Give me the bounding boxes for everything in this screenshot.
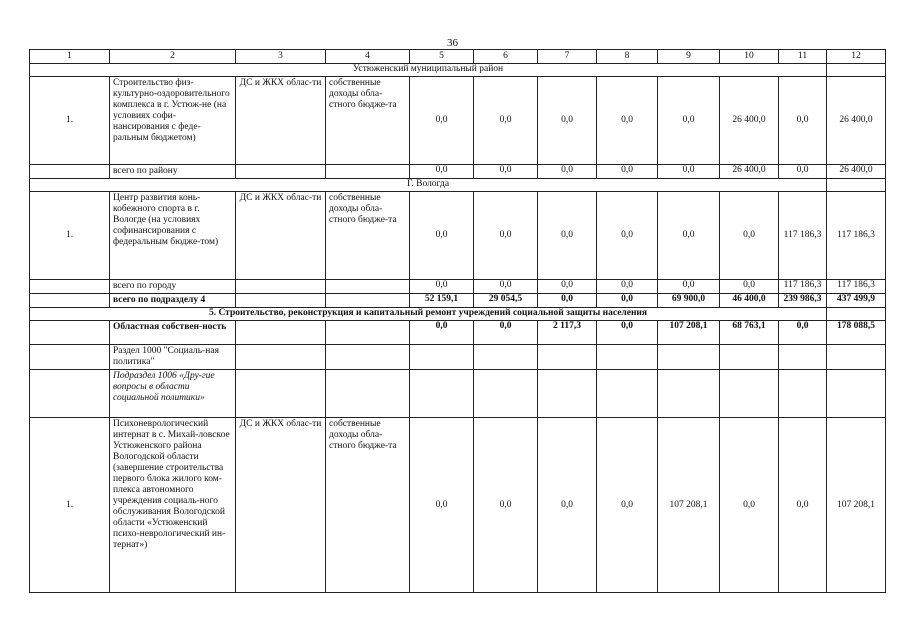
value-cell: 0,0: [538, 280, 597, 294]
value-cell: 117 186,3: [827, 192, 886, 280]
value-cell: 107 208,1: [658, 321, 720, 345]
value-cell: 0,0: [474, 165, 538, 179]
header-cell: 3: [236, 50, 326, 64]
row-number: 1.: [30, 192, 110, 280]
header-cell: 12: [827, 50, 886, 64]
value-cell: 0,0: [474, 77, 538, 165]
project-name: Центр развития конь-кобежного спорта в г. Вологде (на условиях софинансирования с федеральным бюдже-том): [110, 192, 236, 280]
value-cell: 0,0: [597, 321, 658, 345]
table-cell: [326, 345, 410, 370]
value-cell: 0,0: [538, 77, 597, 165]
table-cell: [827, 345, 886, 370]
header-cell: 10: [720, 50, 779, 64]
table-row: [30, 418, 886, 593]
value-cell: 0,0: [410, 418, 474, 593]
value-cell: 0,0: [538, 192, 597, 280]
table-cell: [827, 370, 886, 418]
value-cell: 0,0: [779, 165, 827, 179]
value-cell: 117 186,3: [827, 280, 886, 294]
table-cell: [30, 345, 110, 370]
value-cell: 117 186,3: [779, 280, 827, 294]
value-cell: 0,0: [410, 192, 474, 280]
value-cell: 107 208,1: [658, 418, 720, 593]
value-cell: 0,0: [779, 321, 827, 345]
table-cell: [30, 280, 110, 294]
value-cell: 52 159,1: [410, 294, 474, 308]
value-cell: 0,0: [410, 280, 474, 294]
total-row: [30, 280, 886, 294]
value-cell: 68 763,1: [720, 321, 779, 345]
value-cell: 0,0: [720, 280, 779, 294]
value-cell: 2 117,3: [538, 321, 597, 345]
project-name: Строительство физ-культурно-оздоровительного комплекса в г. Устюж-не (на условиях софи-нансирования с феде-ральным бюджетом): [110, 77, 236, 165]
value-cell: 107 208,1: [827, 418, 886, 593]
value-cell: 26 400,0: [827, 77, 886, 165]
value-cell: 0,0: [779, 418, 827, 593]
table-cell: [779, 370, 827, 418]
value-cell: 0,0: [597, 192, 658, 280]
value-cell: 0,0: [410, 165, 474, 179]
total-label: всего по району: [110, 165, 236, 179]
table-cell: [538, 345, 597, 370]
project-name: Психоневрологический интернат в с. Михай-ловское Устюженского района Вологодской области (завершение строительства первого блока жилого ком-плекса автономного учреждения социаль-ного обслуживания Вологодской области «Устюженский психо-неврологический ин-тернат»): [110, 418, 236, 593]
total-row: [30, 294, 886, 308]
value-cell: 0,0: [538, 294, 597, 308]
page-number: 36: [447, 37, 458, 49]
table-cell: [236, 321, 326, 345]
value-cell: 0,0: [597, 165, 658, 179]
value-cell: 0,0: [658, 77, 720, 165]
section-row: [30, 179, 886, 192]
table-cell: [720, 345, 779, 370]
table-cell: [326, 321, 410, 345]
section-title: Г. Вологда: [30, 179, 827, 192]
table-cell: [326, 165, 410, 179]
table-cell: [658, 370, 720, 418]
executor: ДС и ЖКХ облас-ти: [236, 77, 326, 165]
table-cell: [326, 294, 410, 308]
table-cell: [236, 165, 326, 179]
table-cell: [236, 345, 326, 370]
table-cell: [236, 370, 326, 418]
value-cell: 0,0: [410, 321, 474, 345]
value-cell: 0,0: [474, 192, 538, 280]
value-cell: 0,0: [597, 418, 658, 593]
section-title: 5. Строительство, реконструкция и капитальный ремонт учреждений социальной защиты населения: [30, 308, 827, 321]
table-row: [30, 192, 886, 280]
value-cell: 0,0: [474, 280, 538, 294]
table-cell: [827, 179, 886, 192]
funding-source: собственные доходы обла-стного бюдже-та: [326, 192, 410, 280]
header-cell: 4: [326, 50, 410, 64]
table-cell: [30, 294, 110, 308]
header-cell: 11: [779, 50, 827, 64]
table-cell: [827, 64, 886, 77]
value-cell: 0,0: [410, 77, 474, 165]
table-cell: [597, 370, 658, 418]
header-cell: 6: [474, 50, 538, 64]
table-cell: [410, 345, 474, 370]
table-cell: [597, 345, 658, 370]
value-cell: 0,0: [474, 418, 538, 593]
value-cell: 0,0: [658, 165, 720, 179]
table-cell: [720, 370, 779, 418]
header-cell: 9: [658, 50, 720, 64]
value-cell: 26 400,0: [720, 165, 779, 179]
header-cell: 1: [30, 50, 110, 64]
table-cell: [538, 370, 597, 418]
table-cell: [30, 321, 110, 345]
value-cell: 0,0: [538, 418, 597, 593]
table-cell: [30, 165, 110, 179]
table-cell: [236, 280, 326, 294]
budget-table: [29, 49, 886, 593]
value-cell: 0,0: [720, 418, 779, 593]
executor: ДС и ЖКХ облас-ти: [236, 418, 326, 593]
table-cell: [827, 308, 886, 321]
category-label: Раздел 1000 "Социаль-ная политика": [110, 345, 236, 370]
table-cell: [326, 370, 410, 418]
table-cell: [326, 280, 410, 294]
table-cell: [30, 370, 110, 418]
value-cell: 26 400,0: [720, 77, 779, 165]
value-cell: 0,0: [658, 280, 720, 294]
value-cell: 69 900,0: [658, 294, 720, 308]
value-cell: 26 400,0: [827, 165, 886, 179]
total-label: всего по городу: [110, 280, 236, 294]
value-cell: 117 186,3: [779, 192, 827, 280]
table-cell: [410, 370, 474, 418]
value-cell: 0,0: [597, 77, 658, 165]
table-row: [30, 370, 886, 418]
total-row: [30, 321, 886, 345]
value-cell: 46 400,0: [720, 294, 779, 308]
section-row: [30, 308, 886, 321]
header-cell: 2: [110, 50, 236, 64]
total-row: [30, 165, 886, 179]
value-cell: 0,0: [597, 294, 658, 308]
table-cell: [779, 345, 827, 370]
total-label: всего по подразделу 4: [110, 294, 236, 308]
table-cell: [658, 345, 720, 370]
section-title: Устюженский муниципальный район: [30, 64, 827, 77]
row-number: 1.: [30, 77, 110, 165]
value-cell: 29 054,5: [474, 294, 538, 308]
value-cell: 0,0: [779, 77, 827, 165]
table-cell: [474, 370, 538, 418]
executor: ДС и ЖКХ облас-ти: [236, 192, 326, 280]
value-cell: 0,0: [597, 280, 658, 294]
value-cell: 239 986,3: [779, 294, 827, 308]
funding-source: собственные доходы обла-стного бюдже-та: [326, 418, 410, 593]
section-row: [30, 64, 886, 77]
row-number: 1.: [30, 418, 110, 593]
table-row: [30, 77, 886, 165]
header-row: [30, 50, 886, 64]
value-cell: 178 088,5: [827, 321, 886, 345]
table-row: [30, 345, 886, 370]
header-cell: 5: [410, 50, 474, 64]
value-cell: 0,0: [658, 192, 720, 280]
category-label: Подраздел 1006 «Дру-гие вопросы в области социальной политики»: [110, 370, 236, 418]
table-cell: [236, 294, 326, 308]
header-cell: 7: [538, 50, 597, 64]
table-cell: [474, 345, 538, 370]
value-cell: 0,0: [474, 321, 538, 345]
value-cell: 0,0: [720, 192, 779, 280]
value-cell: 437 499,9: [827, 294, 886, 308]
funding-source: собственные доходы обла-стного бюдже-та: [326, 77, 410, 165]
header-cell: 8: [597, 50, 658, 64]
category-label: Областная собствен-ность: [110, 321, 236, 345]
value-cell: 0,0: [538, 165, 597, 179]
